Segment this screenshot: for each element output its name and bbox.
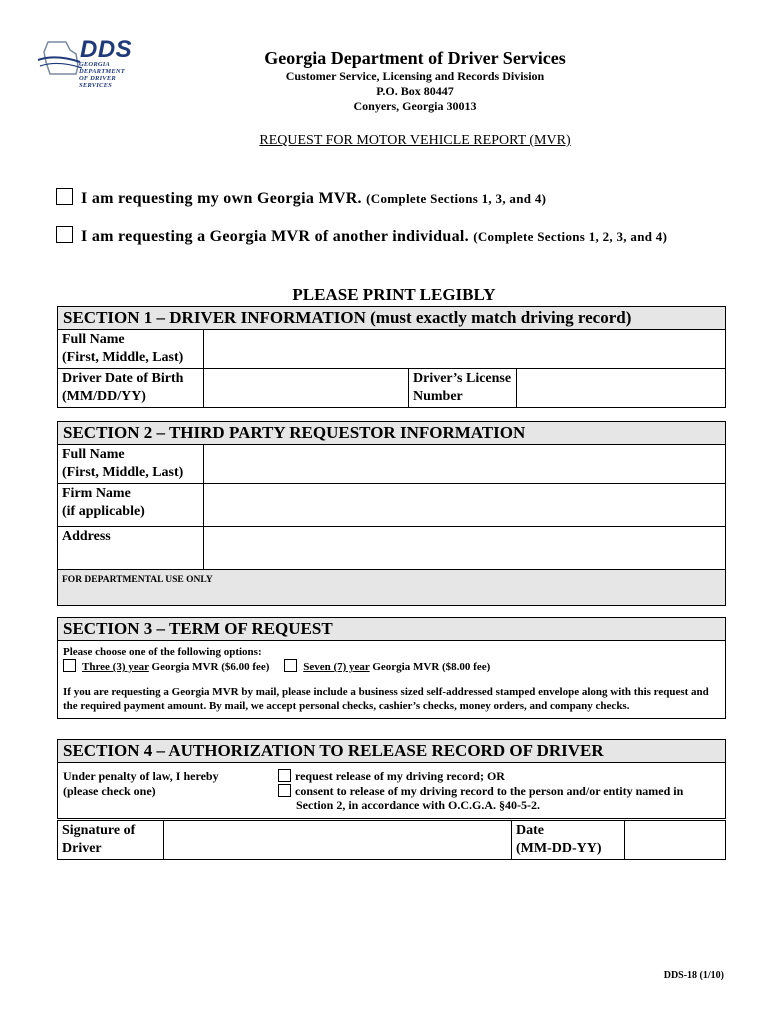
release-record-checkbox[interactable]	[278, 769, 291, 782]
s1-dob-field[interactable]	[204, 369, 409, 408]
s1-license-label	[409, 369, 517, 408]
s1-license-field[interactable]	[517, 369, 726, 408]
s1-full-name-sub: (First, Middle, Last)	[62, 350, 184, 365]
section3-body	[58, 641, 726, 719]
s1-license-sub: Number	[413, 389, 463, 404]
s2-full-name-label	[58, 445, 204, 484]
s3-instruction: Please choose one of the following options:	[63, 646, 262, 658]
s4-choices	[273, 763, 726, 819]
s2-firm-label	[58, 484, 204, 527]
signature-sub: Driver	[62, 841, 102, 856]
signature-table	[57, 820, 726, 860]
s2-address-field[interactable]	[204, 527, 726, 570]
s4-choice1: request release of my driving record; OR	[295, 769, 505, 783]
logo-sub-line2: OF DRIVER SERVICES	[79, 75, 116, 89]
other-mvr-checkbox[interactable]	[56, 226, 73, 243]
own-mvr-checkbox[interactable]	[56, 188, 73, 205]
form-id: DDS-18 (1/10)	[663, 970, 724, 981]
s4-choice2-line1: consent to release of my driving record to the person and/or entity named in	[295, 783, 684, 798]
s4-penalty-text	[58, 763, 274, 819]
logo-sub-line1: GEORGIA DEPARTMENT	[79, 61, 125, 75]
section1-table	[57, 306, 726, 408]
s1-license-text: Driver’s License	[413, 371, 512, 386]
signature-field[interactable]	[164, 821, 512, 860]
date-sub: (MM-DD-YY)	[516, 841, 602, 856]
s3-options	[63, 659, 720, 674]
s4-choice2-line2: Section 2, in accordance with O.C.G.A. §40-5-2.	[296, 798, 540, 812]
three-year-term: Three (3) year	[82, 661, 149, 673]
s1-dob-text: Driver Date of Birth	[62, 371, 184, 386]
section2-heading: SECTION 2 – THIRD PARTY REQUESTOR INFORMATION	[58, 422, 726, 445]
po-box-line: P.O. Box 80447	[376, 84, 454, 98]
section1-heading: SECTION 1 – DRIVER INFORMATION (must exactly match driving record)	[58, 307, 726, 330]
s4-penalty-line1: Under penalty of law, I hereby	[63, 769, 219, 783]
signature-label	[58, 821, 164, 860]
section4-heading: SECTION 4 – AUTHORIZATION TO RELEASE RECORD OF DRIVER	[58, 740, 726, 763]
agency-title: Georgia Department of Driver Services	[264, 48, 566, 68]
own-mvr-label: I am requesting my own Georgia MVR.	[81, 190, 362, 207]
date-text: Date	[516, 823, 544, 838]
seven-year-text: Georgia MVR ($8.00 fee)	[372, 661, 491, 673]
s2-firm-sub: (if applicable)	[62, 504, 145, 519]
s3-mail-note: If you are requesting a Georgia MVR by mail, please include a business sized self-addressed stamped envelope along with this request and the required payment amount. By mail, we accept personal checks, cashier’s checks, money orders, and company checks.	[63, 686, 709, 712]
other-mvr-note: (Complete Sections 1, 2, 3, and 4)	[473, 229, 668, 244]
dept-use-only: FOR DEPARTMENTAL USE ONLY	[58, 570, 726, 606]
logo-brand: DDS	[80, 36, 133, 63]
print-legibly-note: PLEASE PRINT LEGIBLY	[292, 285, 496, 304]
s1-full-name-text: Full Name	[62, 332, 125, 347]
seven-year-checkbox[interactable]	[284, 659, 297, 672]
section2-table	[57, 421, 726, 606]
s1-full-name-field[interactable]	[204, 330, 726, 369]
division-line: Customer Service, Licensing and Records Division	[285, 69, 545, 83]
s1-dob-label	[58, 369, 204, 408]
seven-year-term: Seven (7) year	[303, 661, 370, 673]
date-label	[512, 821, 625, 860]
section4-table	[57, 739, 726, 819]
s2-address-label: Address	[58, 527, 204, 570]
s2-full-name-text: Full Name	[62, 447, 125, 462]
section3-heading: SECTION 3 – TERM OF REQUEST	[58, 618, 726, 641]
option-own-mvr	[56, 188, 546, 208]
other-mvr-label: I am requesting a Georgia MVR of another individual.	[81, 228, 469, 245]
three-year-checkbox[interactable]	[63, 659, 76, 672]
s2-firm-field[interactable]	[204, 484, 726, 527]
option-other-mvr	[56, 226, 667, 246]
s2-firm-text: Firm Name	[62, 486, 131, 501]
consent-release-checkbox[interactable]	[278, 784, 291, 797]
s1-full-name-label	[58, 330, 204, 369]
s2-full-name-sub: (First, Middle, Last)	[62, 465, 184, 480]
s1-dob-sub: (MM/DD/YY)	[62, 389, 146, 404]
date-field[interactable]	[625, 821, 726, 860]
signature-text: Signature of	[62, 823, 136, 838]
own-mvr-note: (Complete Sections 1, 3, and 4)	[366, 191, 547, 206]
three-year-text: Georgia MVR ($6.00 fee)	[151, 661, 270, 673]
s4-penalty-line2: (please check one)	[63, 783, 156, 798]
city-line: Conyers, Georgia 30013	[353, 99, 477, 113]
s2-full-name-field[interactable]	[204, 445, 726, 484]
form-title: REQUEST FOR MOTOR VEHICLE REPORT (MVR)	[259, 133, 571, 148]
section3-table	[57, 617, 726, 719]
